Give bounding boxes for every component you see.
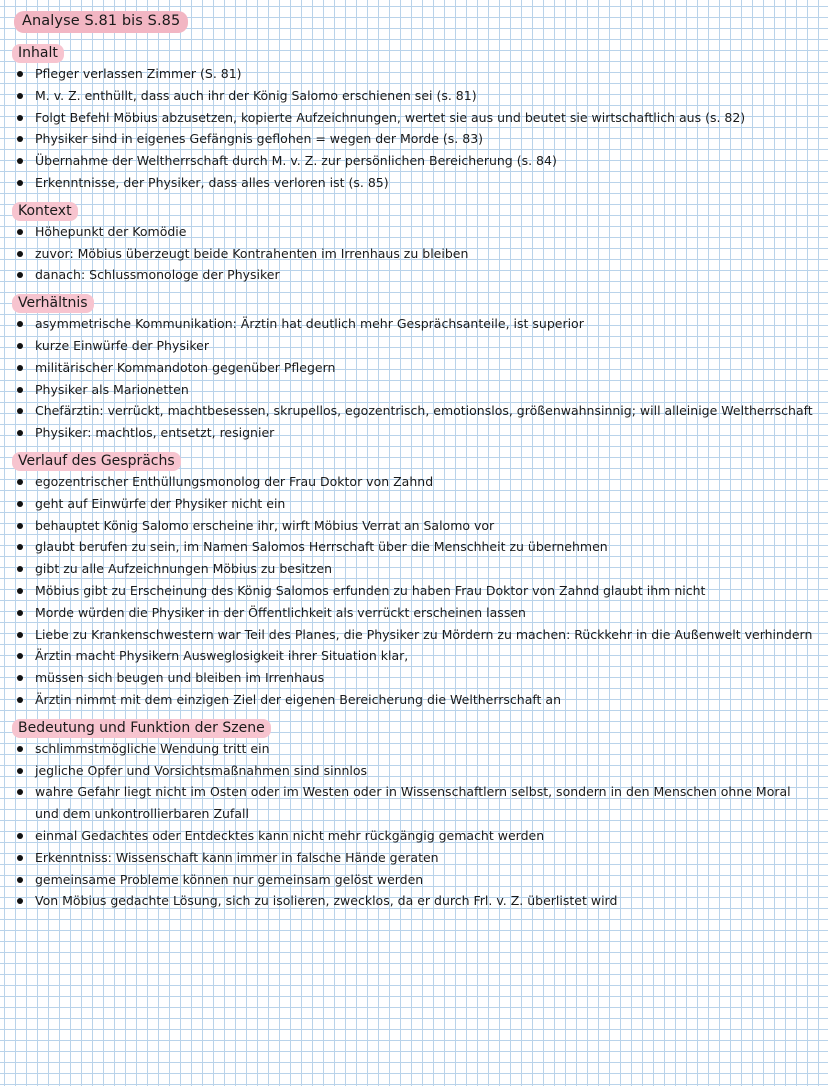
section-heading: Inhalt <box>12 44 64 63</box>
section-heading: Verlauf des Gesprächs <box>12 452 181 471</box>
list-item: Pfleger verlassen Zimmer (S. 81) <box>14 63 814 85</box>
section-kontext <box>14 200 814 286</box>
list-item: jegliche Opfer und Vorsichtsmaßnahmen sind sinnlos <box>14 760 814 782</box>
notes-page <box>14 10 814 918</box>
list-item: glaubt berufen zu sein, im Namen Salomos Herrschaft über die Menschheit zu übernehmen <box>14 536 814 558</box>
page-title: Analyse S.81 bis S.85 <box>14 11 188 33</box>
list-item: Erkenntnisse, der Physiker, dass alles verloren ist (s. 85) <box>14 172 814 194</box>
list-item: Physiker sind in eigenes Gefängnis geflohen = wegen der Morde (s. 83) <box>14 128 814 150</box>
section-verlauf-des-gesprächs <box>14 450 814 711</box>
section-heading: Bedeutung und Funktion der Szene <box>12 719 271 738</box>
section-verhältnis <box>14 292 814 444</box>
list-item: Möbius gibt zu Erscheinung des König Salomos erfunden zu haben Frau Doktor von Zahnd glaubt ihm nicht <box>14 580 814 602</box>
list-item: Von Möbius gedachte Lösung, sich zu isolieren, zwecklos, da er durch Frl. v. Z. überlistet wird <box>14 890 814 912</box>
bullet-list <box>14 738 814 912</box>
list-item: müssen sich beugen und bleiben im Irrenhaus <box>14 667 814 689</box>
list-item: zuvor: Möbius überzeugt beide Kontrahenten im Irrenhaus zu bleiben <box>14 243 814 265</box>
section-heading: Verhältnis <box>12 294 94 313</box>
section-bedeutung-und-funktion-der-szene <box>14 717 814 912</box>
list-item: egozentrischer Enthüllungsmonolog der Frau Doktor von Zahnd <box>14 471 814 493</box>
section-inhalt <box>14 42 814 194</box>
list-item: militärischer Kommandoton gegenüber Pflegern <box>14 357 814 379</box>
list-item: gemeinsame Probleme können nur gemeinsam gelöst werden <box>14 869 814 891</box>
list-item: Erkenntniss: Wissenschaft kann immer in falsche Hände geraten <box>14 847 814 869</box>
list-item: kurze Einwürfe der Physiker <box>14 335 814 357</box>
list-item: wahre Gefahr liegt nicht im Osten oder im Westen oder in Wissenschaftlern selbst, sondern in den Menschen ohne Moral und dem unkontrollierbaren Zufall <box>14 781 814 825</box>
list-item: gibt zu alle Aufzeichnungen Möbius zu besitzen <box>14 558 814 580</box>
list-item: Folgt Befehl Möbius abzusetzen, kopierte Aufzeichnungen, wertet sie aus und beutet sie wirtschaftlich aus (s. 82) <box>14 107 814 129</box>
bullet-list <box>14 63 814 194</box>
list-item: Ärztin macht Physikern Ausweglosigkeit ihrer Situation klar, <box>14 645 814 667</box>
list-item: Physiker: machtlos, entsetzt, resignier <box>14 422 814 444</box>
title-row <box>14 10 814 34</box>
list-item: Ärztin nimmt mit dem einzigen Ziel der eigenen Bereicherung die Weltherrschaft an <box>14 689 814 711</box>
list-item: asymmetrische Kommunikation: Ärztin hat deutlich mehr Gesprächsanteile, ist superior <box>14 313 814 335</box>
list-item: geht auf Einwürfe der Physiker nicht ein <box>14 493 814 515</box>
list-item: danach: Schlussmonologe der Physiker <box>14 264 814 286</box>
bullet-list <box>14 313 814 444</box>
list-item: Übernahme der Weltherrschaft durch M. v. Z. zur persönlichen Bereicherung (s. 84) <box>14 150 814 172</box>
bullet-list <box>14 471 814 711</box>
list-item: Liebe zu Krankenschwestern war Teil des Planes, die Physiker zu Mördern zu machen: Rückkehr in die Außenwelt verhindern <box>14 624 814 646</box>
section-heading: Kontext <box>12 202 78 221</box>
list-item: schlimmstmögliche Wendung tritt ein <box>14 738 814 760</box>
bullet-list <box>14 221 814 286</box>
list-item: Morde würden die Physiker in der Öffentlichkeit als verrückt erscheinen lassen <box>14 602 814 624</box>
sections-container <box>14 42 814 912</box>
list-item: Chefärztin: verrückt, machtbesessen, skrupellos, egozentrisch, emotionslos, größenwahnsinnig; will alleinige Weltherrschaft <box>14 400 814 422</box>
list-item: Physiker als Marionetten <box>14 379 814 401</box>
list-item: behauptet König Salomo erscheine ihr, wirft Möbius Verrat an Salomo vor <box>14 515 814 537</box>
list-item: M. v. Z. enthüllt, dass auch ihr der König Salomo erschienen sei (s. 81) <box>14 85 814 107</box>
list-item: einmal Gedachtes oder Entdecktes kann nicht mehr rückgängig gemacht werden <box>14 825 814 847</box>
list-item: Höhepunkt der Komödie <box>14 221 814 243</box>
